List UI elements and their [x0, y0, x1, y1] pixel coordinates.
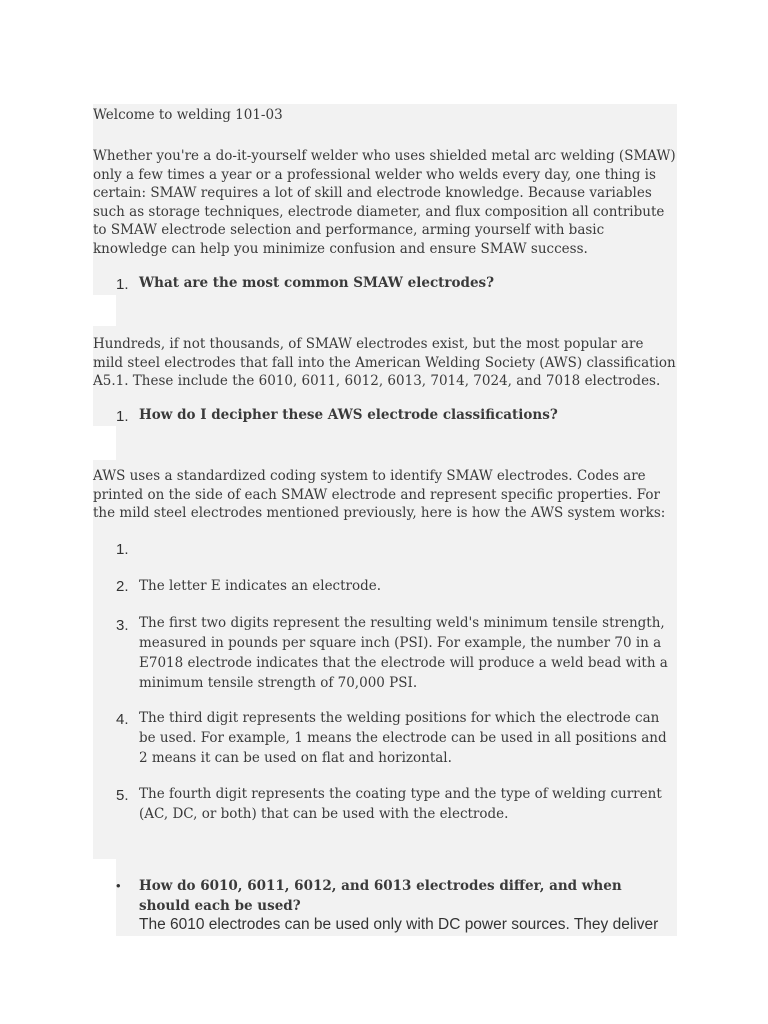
question-3-bullet: • — [116, 878, 121, 893]
list-item-text: The letter E indicates an electrode. — [139, 578, 382, 594]
list-item-number: 4. — [116, 711, 129, 728]
content-background — [116, 295, 677, 326]
answer-3-paragraph: The 6010 electrodes can be used only with DC power sources. They deliver — [139, 916, 659, 933]
document-title: Welcome to welding 101-03 — [93, 107, 283, 123]
question-1-heading: What are the most common SMAW electrodes? — [139, 275, 495, 291]
list-item-text: The fourth digit represents the coating type and the type of welding current (AC, DC, or both) that can be used with the electrode. — [139, 786, 662, 822]
question-3-heading: How do 6010, 6011, 6012, and 6013 electrodes differ, and when should each be used? — [139, 878, 622, 914]
white-margin — [93, 295, 116, 326]
list-item-number: 2. — [116, 578, 129, 595]
list-item-number: 3. — [116, 617, 129, 634]
white-margin — [93, 426, 116, 460]
answer-1-paragraph: Hundreds, if not thousands, of SMAW electrodes exist, but the most popular are mild steel electrodes that fall into the American Welding Society (AWS) classification A5.1. These include the 6010, 6011, 6012, 6013, 7014, 7024, and 7018 electrodes. — [93, 336, 676, 389]
list-item-text: The first two digits represent the resulting weld's minimum tensile strength, measured in pounds per square inch (PSI). For example, the number 70 in a E7018 electrode indicates that the electrode will produce a weld bead with a minimum tensile strength of 70,000 PSI. — [139, 615, 668, 691]
content-background — [93, 825, 677, 859]
question-2-number: 1. — [116, 408, 129, 425]
question-1-number: 1. — [116, 276, 129, 293]
list-item-number: 1. — [116, 541, 129, 558]
answer-2-paragraph: AWS uses a standardized coding system to identify SMAW electrodes. Codes are printed on the side of each SMAW electrode and represent specific properties. For the mild steel electrodes mentioned previously, here is how the AWS system works: — [93, 468, 666, 521]
list-item-text: The third digit represents the welding positions for which the electrode can be used. For example, 1 means the electrode can be used in all positions and 2 means it can be used on flat and horizontal. — [139, 710, 667, 766]
white-margin — [93, 859, 116, 936]
question-2-heading: How do I decipher these AWS electrode classifications? — [139, 407, 558, 423]
list-item-number: 5. — [116, 787, 129, 804]
intro-paragraph: Whether you're a do-it-yourself welder who uses shielded metal arc welding (SMAW) only a few times a year or a professional welder who welds every day, one thing is certain: SMAW requires a lot of skill and electrode knowledge. Because variables such as storage techniques, electrode diameter, and flux composition all contribute to SMAW electrode selection and performance, arming yourself with basic knowledge can help you minimize confusion and ensure SMAW success. — [93, 148, 676, 257]
content-background — [116, 426, 677, 460]
